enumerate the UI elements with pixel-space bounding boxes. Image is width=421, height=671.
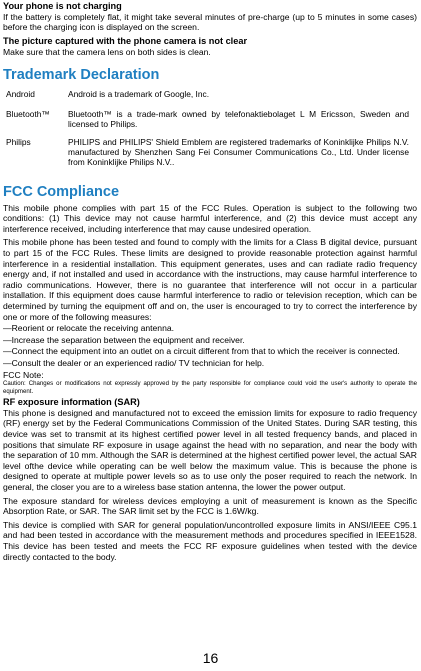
trademark-name: Android xyxy=(6,89,35,100)
fcc-title: FCC Compliance xyxy=(3,183,120,200)
sar-paragraph-1: This phone is designed and manufactured not to exceed the emission limits for exposure to radio frequency (RF) energy set by the Federal Communications Commission of the United States. During SAR testing, this device was set to transmit at its highest certified power level in all tested frequency bands, and placed in positions that simulate RF exposure in usage against the head with no separation, and near the body with the separation of 10 mm. Although the SAR is determined at the highest certified power level, the actual SAR level ofthe device while operating can be well below the maximum value. This is because the phone is designed to operate at multiple power levels so as to use only the poser required to reach the network. In general, the closer you are to a wireless base station antenna, the lower the power output. xyxy=(3,407,417,493)
trademark-row-bluetooth xyxy=(3,109,417,129)
trademark-table xyxy=(3,89,417,167)
text-not-charging: If the battery is completely flat, it might take several minutes of pre-charge (up to 5 minutes in some cases) before the charging icon is displayed on the screen. xyxy=(3,11,417,33)
fcc-measure: —Consult the dealer or an experienced radio/ TV technician for help. xyxy=(3,357,265,368)
fcc-paragraph-1: This mobile phone complies with part 15 of the FCC Rules. Operation is subject to the following two conditions: (1) This device may not cause harmful interference, and (2) this device must accept any interference received, including interference that may cause undesired operation. xyxy=(3,202,417,234)
trademark-row-philips xyxy=(3,137,417,168)
fcc-measure: —Reorient or relocate the receiving antenna. xyxy=(3,323,175,334)
page-number: 16 xyxy=(202,650,219,666)
trademark-name: Philips xyxy=(6,136,31,147)
heading-not-charging: Your phone is not charging xyxy=(3,1,122,11)
trademark-desc: Bluetooth™ is a trade-mark owned by telefonaktiebolaget L M Ericsson, Sweden and licensed to Philips. xyxy=(68,108,409,129)
trademark-title: Trademark Declaration xyxy=(3,67,160,84)
trademark-row-android xyxy=(3,89,417,99)
text-camera-not-clear: Make sure that the camera lens on both sides is clean. xyxy=(3,46,211,57)
heading-camera-not-clear: The picture captured with the phone camera is not clear xyxy=(3,35,248,46)
fcc-note-label: FCC Note: xyxy=(3,369,44,380)
sar-paragraph-3: This device is complied with SAR for general population/uncontrolled exposure limits in ANSI/IEEE C95.1 and had been tested in accordance with the measurement methods and procedures specified in IEEE1528. This device has been tested and meets the FCC RF exposure guidelines when tested with the device directly contacted to the body. xyxy=(3,519,417,562)
sar-heading: RF exposure information (SAR) xyxy=(3,397,140,408)
fcc-measure: —Connect the equipment into an outlet on a circuit different from that to which the receiver is connected. xyxy=(3,346,400,357)
fcc-caution: Caution: Changes or modifications not expressly approved by the party responsible for compliance could void the user's authority to operate the equipment. xyxy=(3,380,417,396)
fcc-paragraph-2: This mobile phone has been tested and found to comply with the limits for a Class B digital device, pursuant to part 15 of the FCC Rules. These limits are designed to provide reasonable protection against harmful interference in a residential installation. This equipment generates, uses and can radiate radio frequency energy and, if not installed and used in accordance with the instructions, may cause harmful interference to radio communications. However, there is no guarantee that interference will not occur in a particular installation. If this equipment does cause harmful interference to radio or television reception, which can be determined by turning the equipment off and on, the user is encouraged to try to correct the interference by one or more of the following measures: xyxy=(3,237,417,322)
fcc-measure: —Increase the separation between the equipment and receiver. xyxy=(3,334,245,345)
trademark-desc: Android is a trademark of Google, Inc. xyxy=(68,89,210,100)
trademark-name: Bluetooth™ xyxy=(6,108,50,119)
trademark-desc: PHILIPS and PHILIPS' Shield Emblem are registered trademarks of Koninklijke Philips N.V. manufactured by Shenzhen Sang Fei Consumer Communications Co., Ltd. Under license from Koninklijke Philips N.V.. xyxy=(68,136,409,168)
sar-paragraph-2: The exposure standard for wireless devices employing a unit of measurement is known as the Specific Absorption Rate, or SAR. The SAR limit set by the FCC is 1.6W/kg. xyxy=(3,495,417,517)
